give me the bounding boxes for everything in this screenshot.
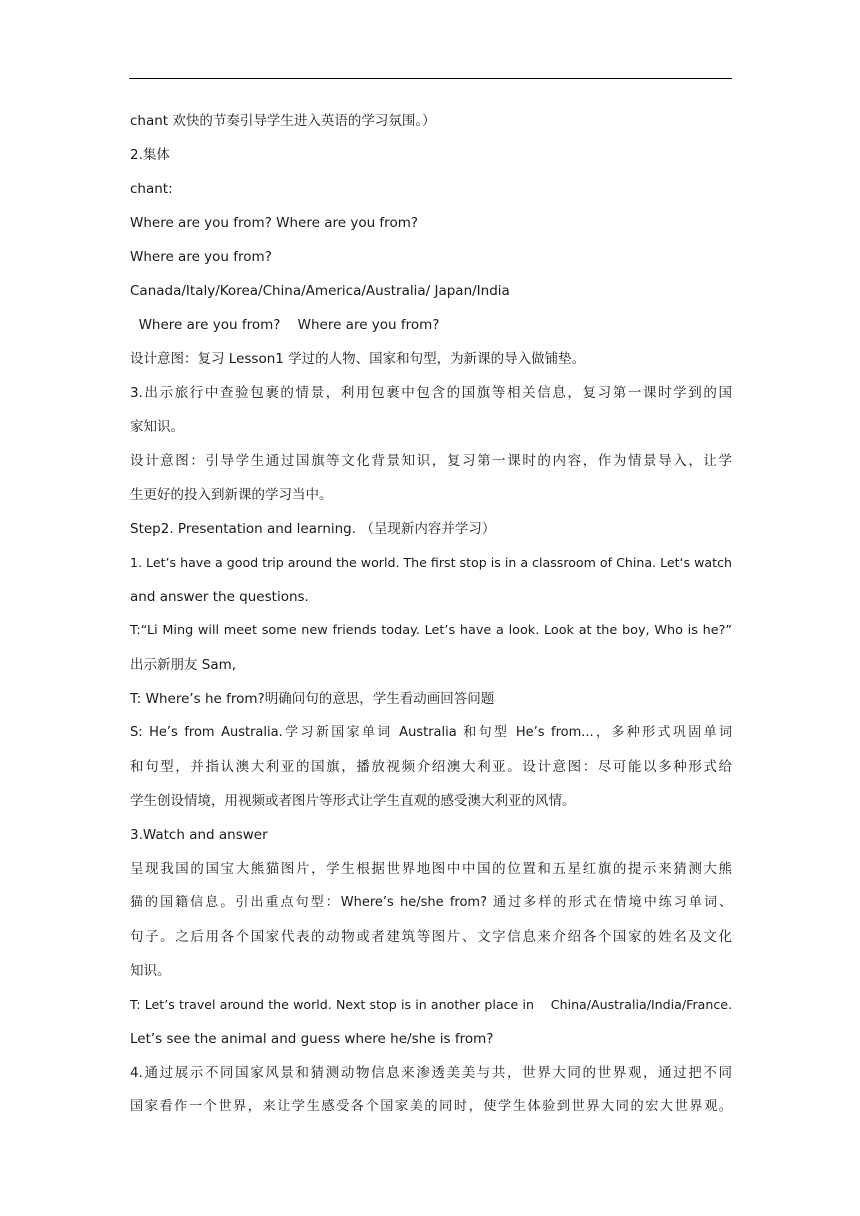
- text-line: 3.Watch and answer: [130, 827, 268, 843]
- text-line: 4.通过展示不同国家风景和猜测动物信息来渗透美美与共，世界大同的世界观，通过把不同: [130, 1065, 732, 1081]
- text-line: 1. Let’s have a good trip around the world. The first stop is in a classroom of China. Let‘s watch: [130, 555, 732, 570]
- text-line: 和句型，并指认澳大利亚的国旗，播放视频介绍澳大利亚。设计意图：尽可能以多种形式给: [130, 759, 732, 775]
- document-body: [130, 104, 732, 1124]
- text-line: 国家看作一个世界，来让学生感受各个国家美的同时，使学生体验到世界大同的宏大世界观。: [130, 1099, 732, 1114]
- text-line: 呈现我国的国宝大熊猫图片，学生根据世界地图中中国的位置和五星红旗的提示来猜测大熊: [130, 861, 732, 877]
- text-line: Where are you from? Where are you from?: [130, 215, 419, 231]
- text-line: 句子。之后用各个国家代表的动物或者建筑等图片、文字信息来介绍各个国家的姓名及文化: [130, 929, 732, 945]
- text-line: 知识。: [130, 963, 171, 979]
- text-line: Where are you from? Where are you from?: [130, 317, 440, 333]
- text-line: Step2. Presentation and learning. （呈现新内容并学习）: [130, 521, 496, 537]
- text-line: chant 欢快的节奏引导学生进入英语的学习氛围。）: [130, 113, 436, 129]
- text-line: 2.集体: [130, 147, 170, 163]
- text-line: S: He’s from Australia.学习新国家单词 Australia 和句型 He’s from...，多种形式巩固单词: [130, 725, 732, 740]
- text-line: 设计意图：引导学生通过国旗等文化背景知识，复习第一课时的内容，作为情景导入，让学: [130, 453, 732, 469]
- text-line: 学生创设情境，用视频或者图片等形式让学生直观的感受澳大利亚的风情。: [130, 793, 576, 809]
- text-line: chant:: [130, 181, 173, 197]
- text-line: T: Where’s he from?明确问句的意思，学生看动画回答问题: [130, 691, 495, 707]
- text-line: Where are you from?: [130, 249, 272, 265]
- text-line: Canada/Italy/Korea/China/America/Australia/ Japan/India: [130, 283, 510, 299]
- text-line: 3.出示旅行中查验包裹的情景，利用包裹中包含的国旗等相关信息，复习第一课时学到的国: [130, 385, 732, 401]
- text-line: 家知识。: [130, 419, 184, 435]
- text-line: and answer the questions.: [130, 589, 309, 605]
- text-line: T: Let’s travel around the world. Next stop is in another place in China/Australia/India/France.: [130, 997, 732, 1012]
- text-line: Let’s see the animal and guess where he/she is from?: [130, 1031, 494, 1047]
- text-line: 出示新朋友 Sam,: [130, 657, 237, 673]
- text-line: 生更好的投入到新课的学习当中。: [130, 487, 333, 503]
- text-line: T:“Li Ming will meet some new friends today. Let’s have a look. Look at the boy, Who is he?”: [130, 623, 732, 638]
- header-rule: [129, 78, 732, 79]
- text-line: 猫的国籍信息。引出重点句型：Where’s he/she from? 通过多样的形式在情境中练习单词、: [130, 895, 732, 910]
- text-line: 设计意图：复习 Lesson1 学过的人物、国家和句型，为新课的导入做铺垫。: [130, 351, 586, 367]
